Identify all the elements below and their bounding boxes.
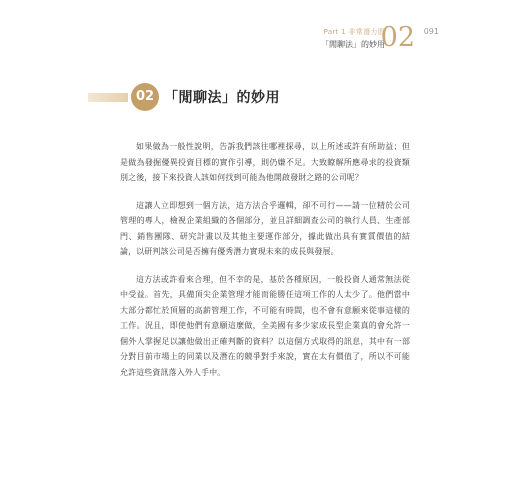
paragraph: 這方法或許看來合理，但不幸的是，基於各種原因，一般投資人通常無法從中受益。首先，具備頂尖企業管理才能而能勝任這項工作的人太少了。他們當中大部分都忙於頂層的高薪管理工作，不可能有時間，也不會有意願來從事這樣的工作。況且，即使他們有意願這麼做，全美國有多少家成長型企業真的會允許一個外人掌握足以讓他做出正確判斷的資料？以這個方式取得的訊息，其中有一部分對目前市場上的同業以及潛在的競爭對手來說，實在太有價值了，所以不可能允許這些資訊落入外人手中。 xyxy=(120,274,410,377)
part-label: Part 1 非常潛力股 xyxy=(323,28,385,36)
paragraph: 這讓人立即想到一個方法，這方法合乎邏輯，卻不可行——請一位精於公司管理的專人，檢視企業組織的各個部分，並且詳細調查公司的執行人員、生產部門、銷售團隊、研究計畫以及其他主要運作部分，據此做出具有實質價值的結論，以研判該公司是否擁有優秀潛力實現未來的成長與發展。 xyxy=(120,200,410,256)
section-title: 「閒聊法」的妙用 xyxy=(164,90,280,106)
decorative-bar xyxy=(88,93,128,102)
chapter-number: 02 xyxy=(380,22,415,53)
body-text xyxy=(120,139,410,392)
section-heading xyxy=(88,83,388,115)
page-number: 091 xyxy=(423,27,439,36)
running-header xyxy=(217,22,439,56)
paragraph: 如果做為一般性說明，告訴我們該往哪裡探尋，以上所述或許有所助益；但是做為發掘優異投資目標的實作引導，則仍嫌不足。大致瞭解所應尋求的投資類別之後，接下來投資人該如何找到可能為他開啟發財之路的公司呢？ xyxy=(120,142,410,182)
running-header-title: 「閒聊法」的妙用 xyxy=(321,40,385,49)
section-number-badge: 02 xyxy=(131,83,159,111)
